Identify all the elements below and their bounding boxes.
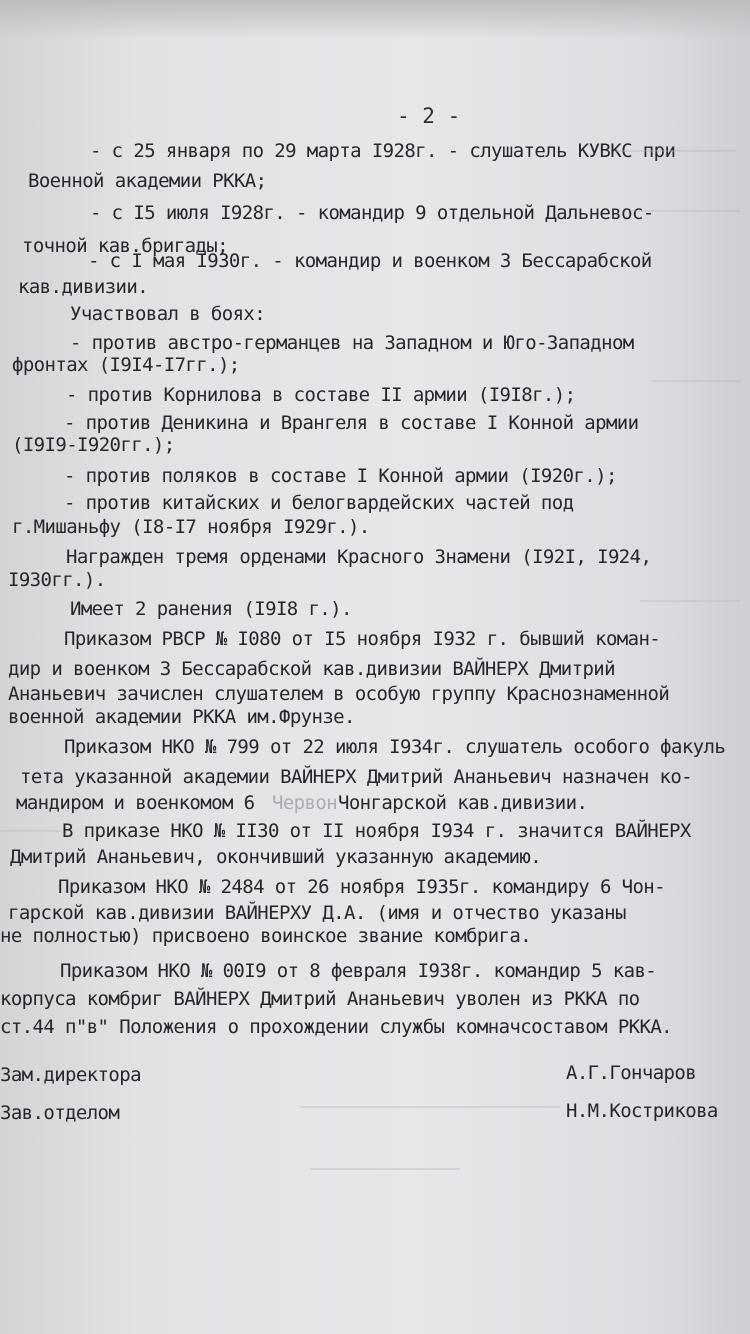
text-line: корпуса комбриг ВАЙНЕРХ Дмитрий Ананьевич уволен из РККА по	[0, 988, 640, 1010]
text-line: Ананьевич зачислен слушателем в особую группу Краснознаменной	[8, 683, 670, 705]
bleed-through-mark	[0, 830, 60, 846]
text-line: Участвовал в боях:	[70, 303, 266, 325]
text-line: гарской кав.дивизии ВАЙНЕРХУ Д.А. (имя и отчество указаны	[8, 902, 626, 924]
bleed-through-mark	[310, 1168, 460, 1184]
text-line: г.Мишаньфу (I8-I7 ноября I929г.).	[12, 516, 370, 538]
bleed-through-mark	[616, 150, 736, 166]
text-line: ст.44 п"в" Положения о прохождении службы комначсоставом РККА.	[0, 1016, 673, 1038]
signature-name: Н.М.Кострикова	[566, 1100, 718, 1122]
text-line: Приказом НКО № 00I9 от 8 февраля I938г. командир 5 кав-	[60, 960, 657, 982]
text-line: Военной академии РККА;	[28, 170, 267, 192]
faint-word: Червон	[272, 792, 338, 814]
text-line: - против китайских и белогвардейских частей под	[64, 492, 574, 514]
bleed-through-mark	[630, 210, 740, 226]
signature-name: А.Г.Гончаров	[566, 1062, 697, 1084]
text-line: Награжден тремя орденами Красного Знамени (I92I, I924,	[66, 546, 652, 568]
text-line: не полностью) присвоено воинское звание комбрига.	[0, 925, 532, 947]
text-line: - с I5 июля I928г. - командир 9 отдельной Дальневос-	[90, 202, 654, 224]
signature-title: Зам.директора	[0, 1064, 141, 1086]
text-line: Приказом НКО № 799 от 22 июля I934г. слушатель особого факуль	[64, 736, 726, 758]
text-line: - против Деникина и Врангеля в составе I Конной армии	[64, 412, 639, 434]
text-line: - против Корнилова в составе II армии (I9I8г.);	[66, 384, 576, 406]
text-line: дир и военком 3 Бессарабской кав.дивизии ВАЙНЕРХ Дмитрий	[8, 658, 615, 680]
text-line: Приказом НКО № 2484 от 26 ноября I935г. командиру 6 Чон-	[58, 876, 665, 898]
text-line: Дмитрий Ананьевич, окончивший указанную академию.	[10, 846, 542, 868]
bleed-through-mark	[300, 1106, 560, 1122]
signature-title: Зав.отделом	[0, 1102, 120, 1124]
text-line: - против поляков в составе I Конной армии (I920г.);	[64, 465, 617, 487]
text-line: - против австро-германцев на Западном и Юго-Западном	[70, 332, 634, 354]
text-line: Имеет 2 ранения (I9I8 г.).	[70, 598, 352, 620]
text-line: военной академии РККА им.Фрунзе.	[8, 706, 355, 728]
text-line: (I9I9-I920гг.);	[12, 434, 175, 456]
bleed-through-mark	[640, 600, 740, 616]
text-line: тета указанной академии ВАЙНЕРХ Дмитрий Ананьевич назначен ко-	[20, 766, 693, 788]
text-line: кав.дивизии.	[18, 276, 149, 298]
bleed-through-mark	[652, 380, 742, 396]
text-line: - с 25 января по 29 марта I928г. - слушатель КУВКС при	[90, 140, 676, 162]
text-line: В приказе НКО № II30 от II ноября I934 г. значится ВАЙНЕРХ	[62, 820, 691, 842]
text-line: I930гг.).	[8, 569, 106, 591]
page-number: - 2 -	[397, 104, 461, 128]
text-line: Приказом РВСР № I080 от I5 ноября I932 г. бывший коман-	[64, 628, 661, 650]
text-line: фронтах (I9I4-I7гг.);	[12, 354, 240, 376]
text-line: - с I мая I930г. - командир и военком 3 Бессарабской	[88, 250, 652, 272]
text-line: точной кав.бригады;	[22, 235, 228, 257]
text-line: Чонгарской кав.дивизии.	[338, 792, 588, 814]
text-line: мандиром и военкомом 6	[16, 792, 255, 814]
